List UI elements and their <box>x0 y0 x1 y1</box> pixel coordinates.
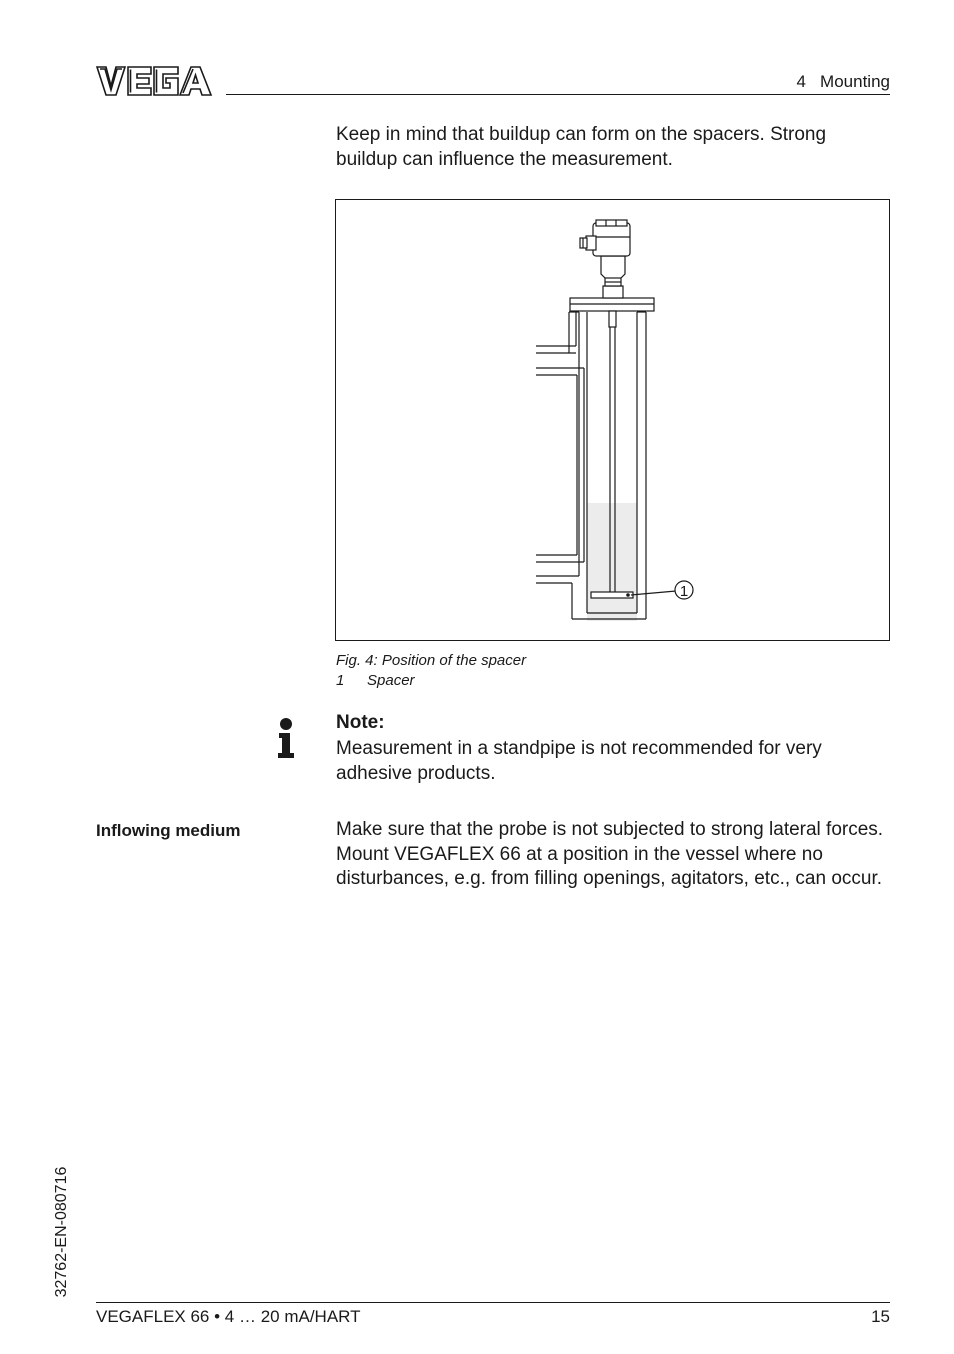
footer-rule <box>96 1302 890 1303</box>
side-label-inflowing-medium: Inflowing medium <box>96 821 241 840</box>
note-title: Note: <box>336 712 385 733</box>
legend-label: Spacer <box>367 672 415 689</box>
note-text: Measurement in a standpipe is not recommended for very adhesive products. <box>336 738 822 784</box>
callout-number: 1 <box>679 583 689 600</box>
intro-paragraph: Keep in mind that buildup can form on the spacers. Strong buildup can influence the measurement. <box>336 124 827 170</box>
header-rule <box>226 94 890 95</box>
vega-logo-icon <box>96 64 214 98</box>
figure-standpipe-spacer <box>335 199 890 641</box>
page-number: 15 <box>871 1307 890 1326</box>
figure-caption: Fig. 4: Position of the spacer <box>336 652 527 669</box>
footer-product: VEGAFLEX 66 • 4 … 20 mA/HART <box>96 1307 361 1326</box>
legend-number: 1 <box>336 672 345 689</box>
inflowing-medium-paragraph: Make sure that the probe is not subjected to strong lateral forces. Mount VEGAFLEX 66 at a position in the vessel where no disturbances, e.g. from filling openings, agitators, etc., can occur. <box>336 819 884 889</box>
info-icon <box>276 717 296 759</box>
document-id: 32762-EN-080716 <box>53 1166 70 1298</box>
figure-legend-item <box>336 672 415 689</box>
standpipe-diagram <box>336 200 889 640</box>
section-title: 4 Mounting <box>796 72 890 91</box>
